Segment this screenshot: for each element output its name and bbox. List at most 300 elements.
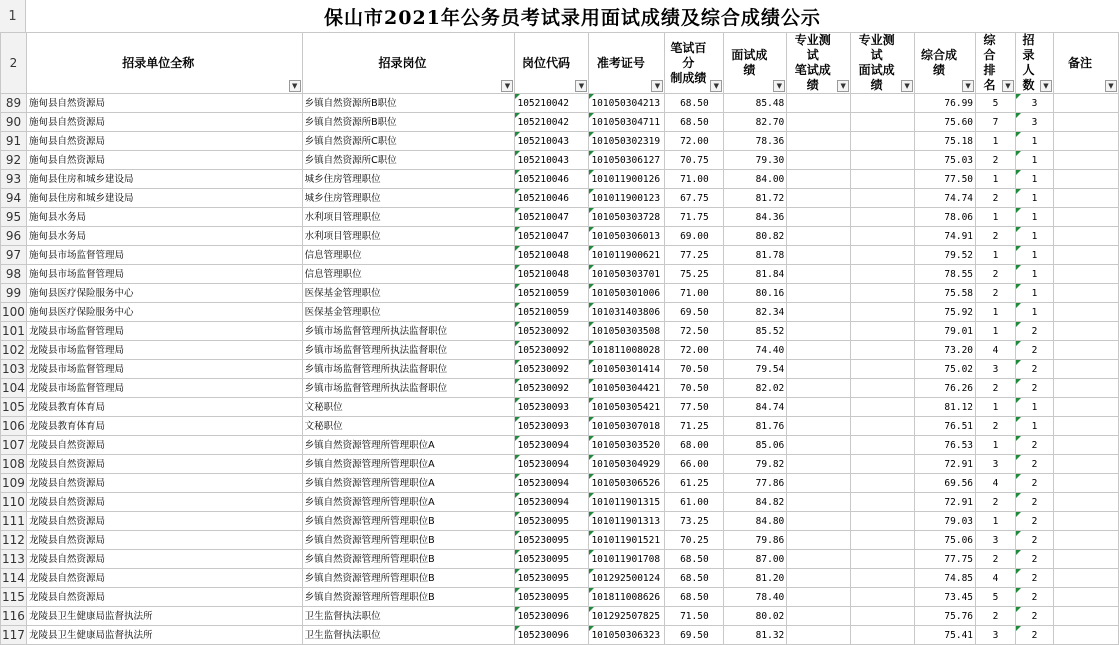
cell-quota[interactable]: 2 xyxy=(1016,379,1054,398)
filter-dropdown-icon[interactable]: ▼ xyxy=(501,80,513,92)
cell-written-score[interactable]: 70.50 xyxy=(665,379,724,398)
cell-post[interactable]: 乡镇自然资源所B职位 xyxy=(302,94,515,113)
cell-pro-written-score[interactable] xyxy=(787,151,851,170)
header-pro-interview-score[interactable] xyxy=(851,33,915,94)
cell-total-score[interactable]: 77.75 xyxy=(915,550,976,569)
filter-dropdown-icon[interactable]: ▼ xyxy=(837,80,849,92)
cell-interview-score[interactable]: 82.34 xyxy=(724,303,787,322)
cell-exam-number[interactable]: 101050301414 xyxy=(589,360,665,379)
cell-interview-score[interactable]: 81.76 xyxy=(724,417,787,436)
cell-rank[interactable]: 4 xyxy=(976,341,1016,360)
cell-exam-number[interactable]: 101050306323 xyxy=(589,626,665,645)
cell-unit[interactable]: 龙陵县自然资源局 xyxy=(26,474,302,493)
cell-rank[interactable]: 1 xyxy=(976,398,1016,417)
cell-post-code[interactable]: 105210059 xyxy=(515,284,589,303)
cell-post[interactable]: 乡镇自然资源管理所管理职位A xyxy=(302,474,515,493)
cell-pro-interview-score[interactable] xyxy=(851,322,915,341)
cell-quota[interactable]: 1 xyxy=(1016,227,1054,246)
cell-quota[interactable]: 2 xyxy=(1016,588,1054,607)
cell-total-score[interactable]: 78.55 xyxy=(915,265,976,284)
row-header[interactable]: 108 xyxy=(1,455,27,474)
cell-quota[interactable]: 2 xyxy=(1016,493,1054,512)
cell-post[interactable]: 乡镇自然资源所B职位 xyxy=(302,113,515,132)
row-header[interactable]: 113 xyxy=(1,550,27,569)
cell-note[interactable] xyxy=(1053,246,1118,265)
row-header[interactable]: 105 xyxy=(1,398,27,417)
cell-pro-interview-score[interactable] xyxy=(851,284,915,303)
cell-pro-written-score[interactable] xyxy=(787,379,851,398)
cell-post-code[interactable]: 105230095 xyxy=(515,531,589,550)
cell-post-code[interactable]: 105230093 xyxy=(515,398,589,417)
cell-interview-score[interactable]: 79.82 xyxy=(724,455,787,474)
row-header[interactable]: 89 xyxy=(1,94,27,113)
cell-post-code[interactable]: 105230093 xyxy=(515,417,589,436)
cell-post-code[interactable]: 105230094 xyxy=(515,455,589,474)
cell-rank[interactable]: 2 xyxy=(976,493,1016,512)
cell-pro-written-score[interactable] xyxy=(787,94,851,113)
cell-rank[interactable]: 1 xyxy=(976,512,1016,531)
cell-exam-number[interactable]: 101050303701 xyxy=(589,265,665,284)
cell-unit[interactable]: 龙陵县卫生健康局监督执法所 xyxy=(26,607,302,626)
cell-pro-interview-score[interactable] xyxy=(851,550,915,569)
cell-total-score[interactable]: 75.02 xyxy=(915,360,976,379)
cell-exam-number[interactable]: 101292507825 xyxy=(589,607,665,626)
cell-unit[interactable]: 龙陵县自然资源局 xyxy=(26,493,302,512)
cell-interview-score[interactable]: 85.52 xyxy=(724,322,787,341)
cell-unit[interactable]: 龙陵县卫生健康局监督执法所 xyxy=(26,626,302,645)
header-unit[interactable] xyxy=(26,33,302,94)
cell-interview-score[interactable]: 79.86 xyxy=(724,531,787,550)
cell-interview-score[interactable]: 84.00 xyxy=(724,170,787,189)
cell-pro-written-score[interactable] xyxy=(787,132,851,151)
cell-unit[interactable]: 龙陵县市场监督管理局 xyxy=(26,379,302,398)
row-header[interactable]: 109 xyxy=(1,474,27,493)
row-header[interactable]: 99 xyxy=(1,284,27,303)
cell-post[interactable]: 水利项目管理职位 xyxy=(302,227,515,246)
cell-unit[interactable]: 龙陵县教育体育局 xyxy=(26,398,302,417)
cell-post-code[interactable]: 105210047 xyxy=(515,208,589,227)
cell-exam-number[interactable]: 101050302319 xyxy=(589,132,665,151)
cell-pro-written-score[interactable] xyxy=(787,550,851,569)
cell-rank[interactable]: 2 xyxy=(976,607,1016,626)
cell-written-score[interactable]: 75.25 xyxy=(665,265,724,284)
cell-note[interactable] xyxy=(1053,455,1118,474)
cell-note[interactable] xyxy=(1053,151,1118,170)
cell-note[interactable] xyxy=(1053,493,1118,512)
cell-post[interactable]: 信息管理职位 xyxy=(302,265,515,284)
cell-pro-written-score[interactable] xyxy=(787,265,851,284)
filter-dropdown-icon[interactable]: ▼ xyxy=(1002,80,1014,92)
cell-written-score[interactable]: 73.25 xyxy=(665,512,724,531)
cell-total-score[interactable]: 72.91 xyxy=(915,455,976,474)
cell-exam-number[interactable]: 101011900126 xyxy=(589,170,665,189)
cell-rank[interactable]: 1 xyxy=(976,170,1016,189)
cell-pro-written-score[interactable] xyxy=(787,512,851,531)
cell-note[interactable] xyxy=(1053,227,1118,246)
cell-quota[interactable]: 2 xyxy=(1016,322,1054,341)
cell-written-score[interactable]: 77.50 xyxy=(665,398,724,417)
cell-interview-score[interactable]: 82.02 xyxy=(724,379,787,398)
cell-rank[interactable]: 2 xyxy=(976,151,1016,170)
row-header[interactable]: 93 xyxy=(1,170,27,189)
cell-unit[interactable]: 施甸县市场监督管理局 xyxy=(26,265,302,284)
cell-total-score[interactable]: 73.20 xyxy=(915,341,976,360)
cell-note[interactable] xyxy=(1053,417,1118,436)
cell-post-code[interactable]: 105230095 xyxy=(515,512,589,531)
filter-dropdown-icon[interactable]: ▼ xyxy=(289,80,301,92)
cell-note[interactable] xyxy=(1053,569,1118,588)
cell-rank[interactable]: 4 xyxy=(976,569,1016,588)
cell-note[interactable] xyxy=(1053,531,1118,550)
cell-interview-score[interactable]: 81.78 xyxy=(724,246,787,265)
cell-written-score[interactable]: 68.00 xyxy=(665,436,724,455)
cell-note[interactable] xyxy=(1053,512,1118,531)
cell-unit[interactable]: 施甸县医疗保险服务中心 xyxy=(26,284,302,303)
header-interview-score[interactable] xyxy=(724,33,787,94)
cell-pro-interview-score[interactable] xyxy=(851,455,915,474)
cell-unit[interactable]: 龙陵县市场监督管理局 xyxy=(26,360,302,379)
cell-quota[interactable]: 2 xyxy=(1016,455,1054,474)
cell-note[interactable] xyxy=(1053,607,1118,626)
cell-post-code[interactable]: 105210048 xyxy=(515,246,589,265)
cell-pro-interview-score[interactable] xyxy=(851,531,915,550)
cell-rank[interactable]: 1 xyxy=(976,436,1016,455)
cell-total-score[interactable]: 76.26 xyxy=(915,379,976,398)
cell-rank[interactable]: 2 xyxy=(976,379,1016,398)
cell-post-code[interactable]: 105230096 xyxy=(515,626,589,645)
row-header[interactable]: 101 xyxy=(1,322,27,341)
cell-pro-interview-score[interactable] xyxy=(851,398,915,417)
cell-interview-score[interactable]: 84.74 xyxy=(724,398,787,417)
cell-exam-number[interactable]: 101050306127 xyxy=(589,151,665,170)
cell-pro-written-score[interactable] xyxy=(787,208,851,227)
cell-interview-score[interactable]: 81.72 xyxy=(724,189,787,208)
cell-rank[interactable]: 5 xyxy=(976,94,1016,113)
cell-post[interactable]: 乡镇自然资源管理所管理职位B xyxy=(302,550,515,569)
cell-pro-written-score[interactable] xyxy=(787,303,851,322)
row-header[interactable]: 103 xyxy=(1,360,27,379)
cell-total-score[interactable]: 77.50 xyxy=(915,170,976,189)
cell-rank[interactable]: 2 xyxy=(976,417,1016,436)
cell-post-code[interactable]: 105230092 xyxy=(515,322,589,341)
filter-dropdown-icon[interactable]: ▼ xyxy=(575,80,587,92)
cell-rank[interactable]: 4 xyxy=(976,474,1016,493)
cell-pro-written-score[interactable] xyxy=(787,436,851,455)
cell-post-code[interactable]: 105230092 xyxy=(515,379,589,398)
cell-post-code[interactable]: 105210046 xyxy=(515,189,589,208)
cell-interview-score[interactable]: 82.70 xyxy=(724,113,787,132)
cell-unit[interactable]: 龙陵县自然资源局 xyxy=(26,512,302,531)
cell-exam-number[interactable]: 101050301006 xyxy=(589,284,665,303)
cell-exam-number[interactable]: 101050306013 xyxy=(589,227,665,246)
cell-post-code[interactable]: 105230095 xyxy=(515,550,589,569)
cell-unit[interactable]: 龙陵县市场监督管理局 xyxy=(26,341,302,360)
cell-quota[interactable]: 1 xyxy=(1016,246,1054,265)
cell-pro-written-score[interactable] xyxy=(787,189,851,208)
cell-pro-interview-score[interactable] xyxy=(851,626,915,645)
cell-exam-number[interactable]: 101050304213 xyxy=(589,94,665,113)
cell-total-score[interactable]: 79.01 xyxy=(915,322,976,341)
cell-interview-score[interactable]: 81.84 xyxy=(724,265,787,284)
filter-dropdown-icon[interactable]: ▼ xyxy=(962,80,974,92)
cell-total-score[interactable]: 76.53 xyxy=(915,436,976,455)
cell-post-code[interactable]: 105210042 xyxy=(515,113,589,132)
row-header[interactable]: 111 xyxy=(1,512,27,531)
cell-interview-score[interactable]: 77.86 xyxy=(724,474,787,493)
cell-unit[interactable]: 龙陵县自然资源局 xyxy=(26,531,302,550)
cell-unit[interactable]: 龙陵县自然资源局 xyxy=(26,550,302,569)
header-rank[interactable] xyxy=(976,33,1016,94)
cell-pro-interview-score[interactable] xyxy=(851,246,915,265)
cell-post-code[interactable]: 105210047 xyxy=(515,227,589,246)
cell-pro-written-score[interactable] xyxy=(787,531,851,550)
filter-dropdown-icon[interactable]: ▼ xyxy=(901,80,913,92)
cell-quota[interactable]: 2 xyxy=(1016,436,1054,455)
row-header[interactable]: 102 xyxy=(1,341,27,360)
cell-rank[interactable]: 3 xyxy=(976,626,1016,645)
row-header[interactable]: 104 xyxy=(1,379,27,398)
cell-pro-written-score[interactable] xyxy=(787,417,851,436)
cell-quota[interactable]: 2 xyxy=(1016,569,1054,588)
cell-interview-score[interactable]: 74.40 xyxy=(724,341,787,360)
cell-note[interactable] xyxy=(1053,189,1118,208)
cell-rank[interactable]: 2 xyxy=(976,227,1016,246)
cell-quota[interactable]: 3 xyxy=(1016,94,1054,113)
cell-unit[interactable]: 龙陵县教育体育局 xyxy=(26,417,302,436)
cell-rank[interactable]: 3 xyxy=(976,531,1016,550)
cell-unit[interactable]: 龙陵县市场监督管理局 xyxy=(26,322,302,341)
cell-pro-written-score[interactable] xyxy=(787,588,851,607)
cell-post[interactable]: 乡镇自然资源管理所管理职位B xyxy=(302,531,515,550)
cell-written-score[interactable]: 61.25 xyxy=(665,474,724,493)
cell-post[interactable]: 乡镇自然资源管理所管理职位A xyxy=(302,455,515,474)
cell-pro-written-score[interactable] xyxy=(787,569,851,588)
cell-exam-number[interactable]: 101011901521 xyxy=(589,531,665,550)
cell-rank[interactable]: 2 xyxy=(976,189,1016,208)
cell-written-score[interactable]: 68.50 xyxy=(665,94,724,113)
cell-post[interactable]: 乡镇市场监督管理所执法监督职位 xyxy=(302,360,515,379)
cell-interview-score[interactable]: 80.16 xyxy=(724,284,787,303)
cell-total-score[interactable]: 78.06 xyxy=(915,208,976,227)
cell-written-score[interactable]: 70.50 xyxy=(665,360,724,379)
cell-interview-score[interactable]: 79.54 xyxy=(724,360,787,379)
cell-note[interactable] xyxy=(1053,341,1118,360)
cell-unit[interactable]: 施甸县水务局 xyxy=(26,227,302,246)
filter-dropdown-icon[interactable]: ▼ xyxy=(1040,80,1052,92)
header-post-code[interactable] xyxy=(515,33,589,94)
row-header[interactable]: 106 xyxy=(1,417,27,436)
cell-post[interactable]: 乡镇自然资源管理所管理职位B xyxy=(302,588,515,607)
cell-pro-interview-score[interactable] xyxy=(851,607,915,626)
cell-written-score[interactable]: 69.50 xyxy=(665,626,724,645)
cell-post[interactable]: 水利项目管理职位 xyxy=(302,208,515,227)
cell-post-code[interactable]: 105230095 xyxy=(515,569,589,588)
cell-written-score[interactable]: 67.75 xyxy=(665,189,724,208)
cell-quota[interactable]: 1 xyxy=(1016,284,1054,303)
cell-exam-number[interactable]: 101011900621 xyxy=(589,246,665,265)
header-post[interactable] xyxy=(302,33,515,94)
cell-exam-number[interactable]: 101811008626 xyxy=(589,588,665,607)
cell-total-score[interactable]: 74.74 xyxy=(915,189,976,208)
cell-post-code[interactable]: 105230095 xyxy=(515,588,589,607)
cell-pro-written-score[interactable] xyxy=(787,113,851,132)
cell-quota[interactable]: 2 xyxy=(1016,341,1054,360)
cell-written-score[interactable]: 69.50 xyxy=(665,303,724,322)
cell-written-score[interactable]: 72.00 xyxy=(665,132,724,151)
cell-quota[interactable]: 1 xyxy=(1016,398,1054,417)
cell-post[interactable]: 乡镇自然资源管理所管理职位A xyxy=(302,493,515,512)
cell-written-score[interactable]: 68.50 xyxy=(665,550,724,569)
cell-pro-interview-score[interactable] xyxy=(851,132,915,151)
cell-quota[interactable]: 1 xyxy=(1016,189,1054,208)
cell-note[interactable] xyxy=(1053,170,1118,189)
cell-total-score[interactable]: 74.85 xyxy=(915,569,976,588)
cell-interview-score[interactable]: 80.02 xyxy=(724,607,787,626)
row-header[interactable]: 91 xyxy=(1,132,27,151)
row-header[interactable]: 112 xyxy=(1,531,27,550)
cell-post-code[interactable]: 105210059 xyxy=(515,303,589,322)
cell-note[interactable] xyxy=(1053,360,1118,379)
cell-post[interactable]: 城乡住房管理职位 xyxy=(302,189,515,208)
cell-post-code[interactable]: 105230094 xyxy=(515,493,589,512)
cell-quota[interactable]: 1 xyxy=(1016,132,1054,151)
cell-pro-interview-score[interactable] xyxy=(851,436,915,455)
cell-quota[interactable]: 2 xyxy=(1016,626,1054,645)
cell-post-code[interactable]: 105230096 xyxy=(515,607,589,626)
cell-written-score[interactable]: 71.75 xyxy=(665,208,724,227)
cell-unit[interactable]: 施甸县自然资源局 xyxy=(26,113,302,132)
cell-note[interactable] xyxy=(1053,113,1118,132)
cell-post[interactable]: 乡镇自然资源所C职位 xyxy=(302,151,515,170)
cell-unit[interactable]: 施甸县医疗保险服务中心 xyxy=(26,303,302,322)
cell-rank[interactable]: 3 xyxy=(976,455,1016,474)
cell-pro-written-score[interactable] xyxy=(787,455,851,474)
cell-quota[interactable]: 2 xyxy=(1016,474,1054,493)
cell-interview-score[interactable]: 80.82 xyxy=(724,227,787,246)
row-header[interactable]: 1 xyxy=(0,0,26,32)
header-pro-written-score[interactable] xyxy=(787,33,851,94)
cell-exam-number[interactable]: 101031403806 xyxy=(589,303,665,322)
header-total-score[interactable] xyxy=(915,33,976,94)
cell-written-score[interactable]: 68.50 xyxy=(665,113,724,132)
cell-quota[interactable]: 2 xyxy=(1016,531,1054,550)
cell-unit[interactable]: 龙陵县自然资源局 xyxy=(26,436,302,455)
cell-exam-number[interactable]: 101050307018 xyxy=(589,417,665,436)
cell-exam-number[interactable]: 101050306526 xyxy=(589,474,665,493)
cell-post-code[interactable]: 105230092 xyxy=(515,341,589,360)
cell-written-score[interactable]: 71.25 xyxy=(665,417,724,436)
cell-post-code[interactable]: 105210048 xyxy=(515,265,589,284)
cell-pro-written-score[interactable] xyxy=(787,474,851,493)
cell-exam-number[interactable]: 101050303520 xyxy=(589,436,665,455)
cell-note[interactable] xyxy=(1053,550,1118,569)
cell-note[interactable] xyxy=(1053,208,1118,227)
cell-quota[interactable]: 1 xyxy=(1016,208,1054,227)
cell-rank[interactable]: 2 xyxy=(976,550,1016,569)
cell-post[interactable]: 乡镇市场监督管理所执法监督职位 xyxy=(302,322,515,341)
cell-quota[interactable]: 2 xyxy=(1016,512,1054,531)
cell-interview-score[interactable]: 78.36 xyxy=(724,132,787,151)
cell-pro-interview-score[interactable] xyxy=(851,94,915,113)
filter-dropdown-icon[interactable]: ▼ xyxy=(710,80,722,92)
cell-pro-interview-score[interactable] xyxy=(851,227,915,246)
row-header[interactable]: 110 xyxy=(1,493,27,512)
cell-pro-interview-score[interactable] xyxy=(851,265,915,284)
cell-exam-number[interactable]: 101050304929 xyxy=(589,455,665,474)
cell-post[interactable]: 乡镇市场监督管理所执法监督职位 xyxy=(302,379,515,398)
cell-rank[interactable]: 1 xyxy=(976,208,1016,227)
cell-written-score[interactable]: 71.00 xyxy=(665,170,724,189)
cell-written-score[interactable]: 68.50 xyxy=(665,588,724,607)
cell-pro-written-score[interactable] xyxy=(787,284,851,303)
cell-note[interactable] xyxy=(1053,626,1118,645)
cell-rank[interactable]: 1 xyxy=(976,132,1016,151)
cell-pro-interview-score[interactable] xyxy=(851,379,915,398)
cell-quota[interactable]: 1 xyxy=(1016,265,1054,284)
cell-post[interactable]: 城乡住房管理职位 xyxy=(302,170,515,189)
cell-rank[interactable]: 2 xyxy=(976,284,1016,303)
row-header[interactable]: 116 xyxy=(1,607,27,626)
row-header[interactable]: 97 xyxy=(1,246,27,265)
cell-pro-written-score[interactable] xyxy=(787,360,851,379)
cell-unit[interactable]: 施甸县自然资源局 xyxy=(26,132,302,151)
cell-pro-written-score[interactable] xyxy=(787,341,851,360)
cell-pro-written-score[interactable] xyxy=(787,322,851,341)
header-quota[interactable] xyxy=(1016,33,1054,94)
cell-pro-interview-score[interactable] xyxy=(851,208,915,227)
cell-pro-interview-score[interactable] xyxy=(851,189,915,208)
cell-exam-number[interactable]: 101011900123 xyxy=(589,189,665,208)
cell-note[interactable] xyxy=(1053,132,1118,151)
cell-total-score[interactable]: 81.12 xyxy=(915,398,976,417)
cell-post[interactable]: 卫生监督执法职位 xyxy=(302,626,515,645)
cell-post[interactable]: 卫生监督执法职位 xyxy=(302,607,515,626)
cell-post[interactable]: 信息管理职位 xyxy=(302,246,515,265)
cell-total-score[interactable]: 79.52 xyxy=(915,246,976,265)
cell-interview-score[interactable]: 79.30 xyxy=(724,151,787,170)
cell-pro-written-score[interactable] xyxy=(787,170,851,189)
cell-post[interactable]: 乡镇市场监督管理所执法监督职位 xyxy=(302,341,515,360)
cell-exam-number[interactable]: 101050304421 xyxy=(589,379,665,398)
cell-quota[interactable]: 2 xyxy=(1016,607,1054,626)
cell-pro-written-score[interactable] xyxy=(787,398,851,417)
filter-dropdown-icon[interactable]: ▼ xyxy=(651,80,663,92)
cell-unit[interactable]: 施甸县自然资源局 xyxy=(26,94,302,113)
cell-post-code[interactable]: 105230092 xyxy=(515,360,589,379)
cell-quota[interactable]: 1 xyxy=(1016,303,1054,322)
cell-interview-score[interactable]: 84.82 xyxy=(724,493,787,512)
cell-note[interactable] xyxy=(1053,265,1118,284)
cell-interview-score[interactable]: 85.48 xyxy=(724,94,787,113)
row-header[interactable]: 94 xyxy=(1,189,27,208)
cell-pro-written-score[interactable] xyxy=(787,607,851,626)
cell-note[interactable] xyxy=(1053,379,1118,398)
cell-total-score[interactable]: 75.58 xyxy=(915,284,976,303)
cell-interview-score[interactable]: 84.36 xyxy=(724,208,787,227)
cell-total-score[interactable]: 79.03 xyxy=(915,512,976,531)
cell-total-score[interactable]: 75.03 xyxy=(915,151,976,170)
cell-post[interactable]: 乡镇自然资源所C职位 xyxy=(302,132,515,151)
cell-exam-number[interactable]: 101050303508 xyxy=(589,322,665,341)
cell-pro-interview-score[interactable] xyxy=(851,493,915,512)
cell-interview-score[interactable]: 81.20 xyxy=(724,569,787,588)
cell-total-score[interactable]: 75.92 xyxy=(915,303,976,322)
cell-pro-interview-score[interactable] xyxy=(851,360,915,379)
cell-post[interactable]: 医保基金管理职位 xyxy=(302,284,515,303)
cell-interview-score[interactable]: 84.80 xyxy=(724,512,787,531)
header-exam-number[interactable] xyxy=(589,33,665,94)
row-header[interactable]: 115 xyxy=(1,588,27,607)
